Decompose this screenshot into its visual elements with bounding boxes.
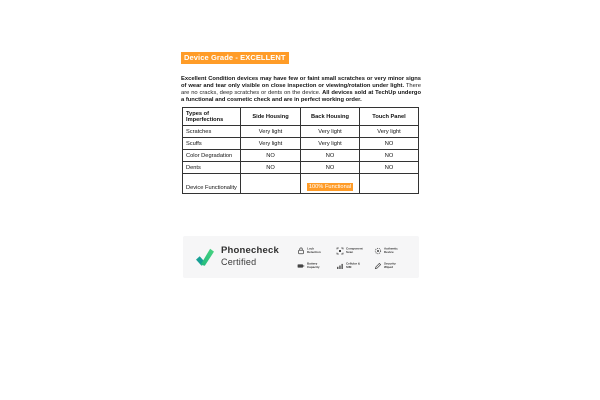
feature-label: Authentic Device [384,247,398,254]
cell-value: Very light [301,138,360,150]
table-header-row [183,108,419,126]
feature-security-wiped [374,259,413,272]
brand-text [221,246,279,267]
description-segment: Excellent Condition devices may have few or faint small scratches or very minor signs of wear and tear only visible on close inspection or viewing/rotation under light. [181,75,421,89]
cell-value [301,174,360,194]
cell-value: NO [360,138,419,150]
phonecheck-certified-badge [183,236,419,278]
feature-label: Cellular & SIM [346,262,361,269]
feature-component-scan [336,244,374,257]
feature-label: Security Wiped [384,262,396,269]
feature-label: Lock Detection [307,247,321,254]
row-label: Device Functionality [183,174,241,194]
cell-value: Very light [360,126,419,138]
description-segment: There are no cracks, deep scratches or dents on the device. [181,83,422,97]
feature-label: Component Scan [346,247,363,254]
cell-value: Very light [241,138,301,150]
description-segment: All devices sold at TechUp undergo a functional and cosmetic check and are in perfect working order. [181,90,421,104]
battery-icon [297,262,305,270]
table-row [183,138,419,150]
header-back-housing: Back Housing [301,108,360,126]
authentic-device-icon [374,247,382,255]
table-row [183,162,419,174]
page-title: Device Grade - EXCELLENT [181,52,289,64]
feature-battery-capacity [297,259,336,272]
cellular-sim-icon [336,262,344,270]
row-label: Dents [183,162,241,174]
lock-icon [297,247,305,255]
cell-value: NO [301,150,360,162]
table-row [183,126,419,138]
phonecheck-checkmark-icon [194,246,216,268]
feature-authentic-device [374,244,413,257]
cell-value: NO [360,150,419,162]
security-wiped-icon [374,262,382,270]
cell-value: NO [241,150,301,162]
cell-value [241,174,301,194]
brand-subtitle: Certified [221,256,257,267]
row-label: Color Degradation [183,150,241,162]
feature-label: Battery Capacity [307,262,320,269]
cell-value: Very light [301,126,360,138]
feature-cellular-sim [336,259,374,272]
functional-status-highlight: 100% Functional [308,184,352,190]
imperfections-table [182,107,419,194]
component-scan-icon [336,247,344,255]
brand-name: Phonecheck [221,245,279,256]
row-label: Scratches [183,126,241,138]
cell-value: NO [360,162,419,174]
header-side-housing: Side Housing [241,108,301,126]
cell-value: NO [301,162,360,174]
cell-value: NO [241,162,301,174]
cell-value [360,174,419,194]
header-types-of-imperfections: Types of Imperfections [183,108,241,126]
row-label: Scuffs [183,138,241,150]
description-paragraph [181,76,421,105]
table-row-device-functionality [183,174,419,194]
certification-features [297,245,413,272]
feature-lock-detection [297,244,336,257]
header-touch-panel: Touch Panel [360,108,419,126]
cell-value: Very light [241,126,301,138]
table-row [183,150,419,162]
